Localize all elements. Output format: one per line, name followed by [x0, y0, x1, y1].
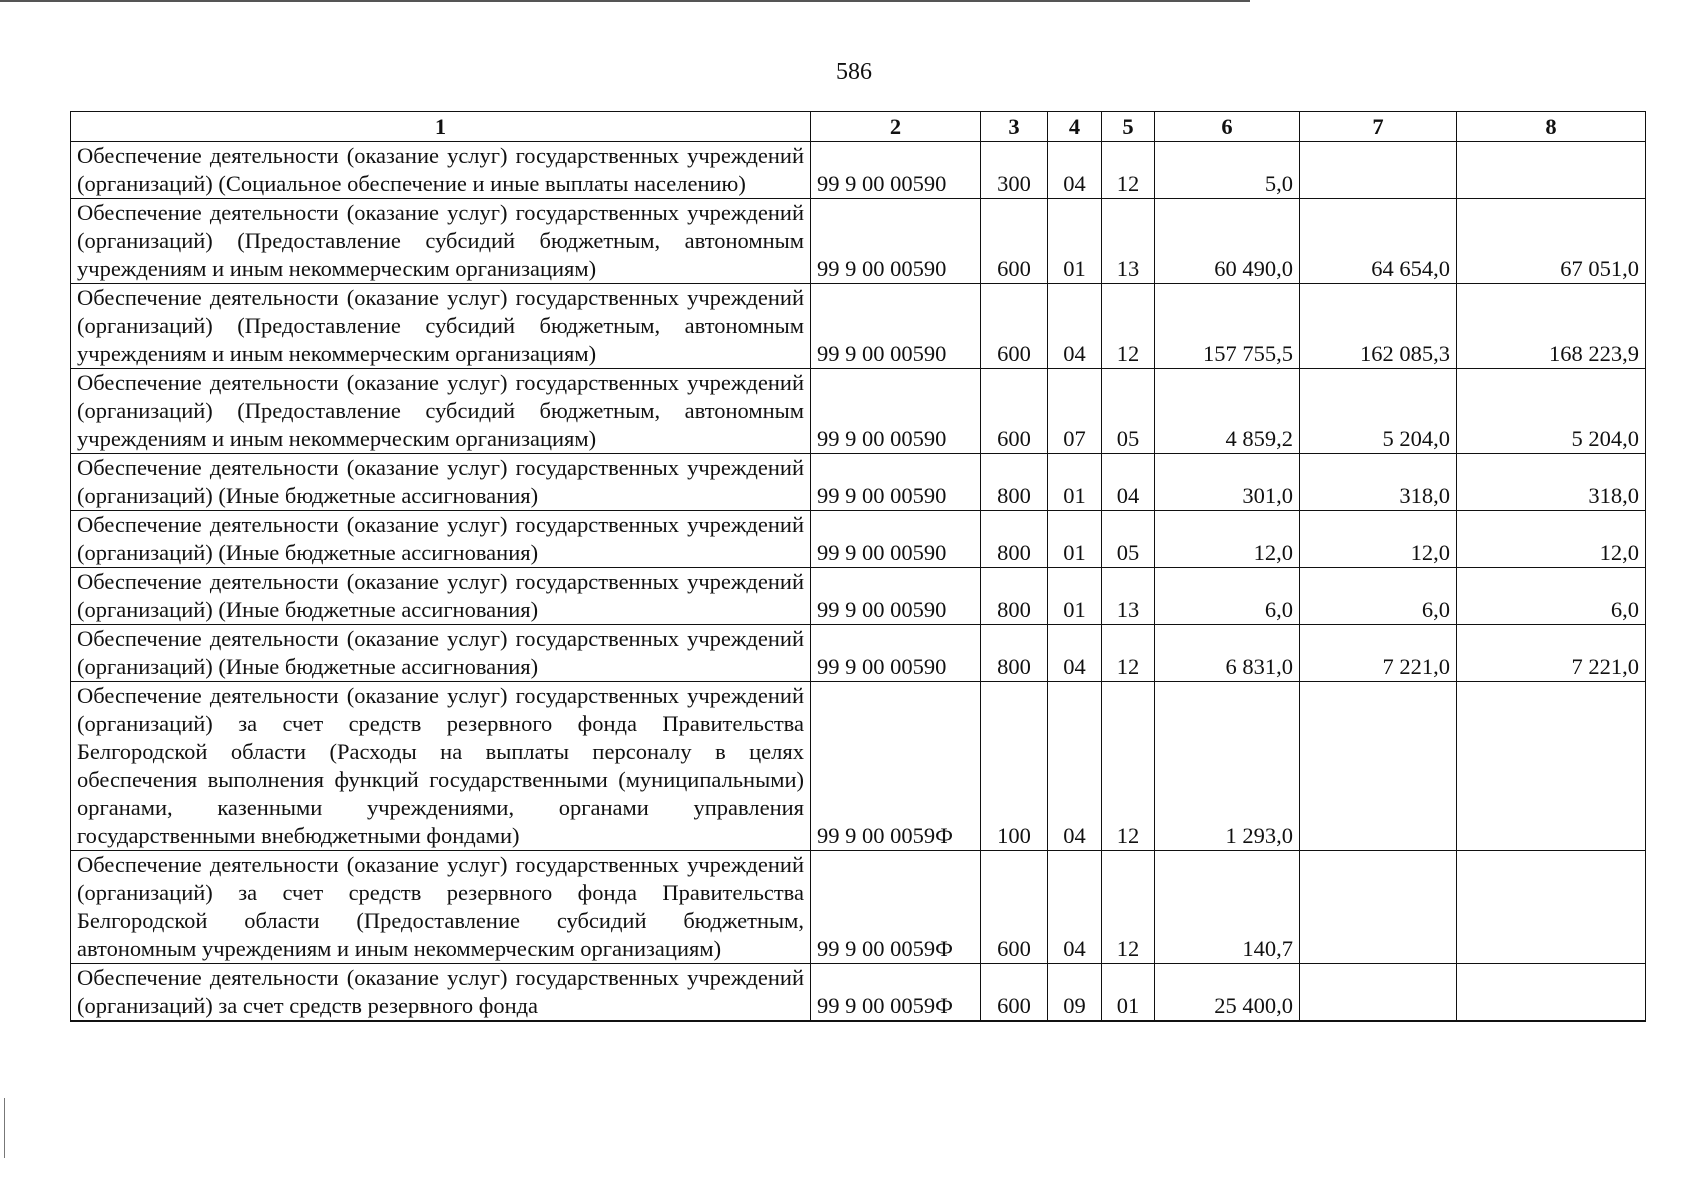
- page-number: 586: [836, 59, 872, 85]
- scan-margin-mark: [4, 1098, 5, 1158]
- table-row: [71, 199, 1646, 284]
- row-code: 99 9 00 00590: [811, 511, 981, 568]
- row-col8: [1457, 964, 1646, 1022]
- row-col8: 12,0: [1457, 511, 1646, 568]
- row-col8: [1457, 682, 1646, 851]
- budget-table: [70, 111, 1646, 1022]
- row-col5: 12: [1102, 851, 1155, 964]
- row-col3: 800: [981, 625, 1048, 682]
- column-header-3: 3: [981, 112, 1048, 142]
- row-col7: [1300, 851, 1457, 964]
- column-header-7: 7: [1300, 112, 1457, 142]
- row-col4: 09: [1048, 964, 1102, 1022]
- row-code: 99 9 00 0059Ф: [811, 682, 981, 851]
- row-col5: 12: [1102, 682, 1155, 851]
- row-col6: 4 859,2: [1155, 369, 1300, 454]
- table-row: [71, 454, 1646, 511]
- row-col4: 04: [1048, 284, 1102, 369]
- row-code: 99 9 00 00590: [811, 369, 981, 454]
- row-col8: 7 221,0: [1457, 625, 1646, 682]
- row-col6: 60 490,0: [1155, 199, 1300, 284]
- column-header-5: 5: [1102, 112, 1155, 142]
- row-col7: [1300, 682, 1457, 851]
- budget-table-container: [70, 111, 1645, 1022]
- row-col6: 157 755,5: [1155, 284, 1300, 369]
- row-col8: 6,0: [1457, 568, 1646, 625]
- row-col3: 800: [981, 511, 1048, 568]
- row-col3: 100: [981, 682, 1048, 851]
- row-code: 99 9 00 0059Ф: [811, 964, 981, 1022]
- row-col5: 05: [1102, 369, 1155, 454]
- row-description: Обеспечение деятельности (оказание услуг) государственных учреждений (организаций) за счет средств резервного фонда Правительства Белгородской области (Расходы на выплаты персоналу в целях обеспечения выполнения функций государственными (муниципальными) органами, казенными учреждениями, органами управления государственными внебюджетными фондами): [71, 682, 811, 851]
- row-code: 99 9 00 00590: [811, 199, 981, 284]
- row-col3: 600: [981, 199, 1048, 284]
- table-row: [71, 369, 1646, 454]
- row-col4: 04: [1048, 625, 1102, 682]
- row-col5: 12: [1102, 284, 1155, 369]
- row-col4: 01: [1048, 511, 1102, 568]
- row-col7: 12,0: [1300, 511, 1457, 568]
- row-col6: 6,0: [1155, 568, 1300, 625]
- row-code: 99 9 00 00590: [811, 568, 981, 625]
- row-col6: 140,7: [1155, 851, 1300, 964]
- row-col3: 600: [981, 851, 1048, 964]
- column-header-1: 1: [71, 112, 811, 142]
- table-row: [71, 284, 1646, 369]
- row-description: Обеспечение деятельности (оказание услуг) государственных учреждений (организаций) (Иные бюджетные ассигнования): [71, 625, 811, 682]
- table-row: [71, 851, 1646, 964]
- column-header-4: 4: [1048, 112, 1102, 142]
- row-description: Обеспечение деятельности (оказание услуг) государственных учреждений (организаций) (Иные бюджетные ассигнования): [71, 568, 811, 625]
- row-col4: 04: [1048, 851, 1102, 964]
- row-col7: 6,0: [1300, 568, 1457, 625]
- row-col5: 13: [1102, 199, 1155, 284]
- row-col3: 800: [981, 454, 1048, 511]
- row-code: 99 9 00 00590: [811, 454, 981, 511]
- table-row: [71, 964, 1646, 1022]
- row-col7: [1300, 142, 1457, 199]
- row-col3: 600: [981, 369, 1048, 454]
- row-col6: 1 293,0: [1155, 682, 1300, 851]
- header-row: [71, 112, 1646, 142]
- row-col7: 162 085,3: [1300, 284, 1457, 369]
- row-code: 99 9 00 00590: [811, 284, 981, 369]
- row-col8: 5 204,0: [1457, 369, 1646, 454]
- column-header-6: 6: [1155, 112, 1300, 142]
- row-col3: 600: [981, 964, 1048, 1022]
- row-description: Обеспечение деятельности (оказание услуг) государственных учреждений (организаций) (Социальное обеспечение и иные выплаты населению): [71, 142, 811, 199]
- row-code: 99 9 00 0059Ф: [811, 851, 981, 964]
- table-row: [71, 625, 1646, 682]
- row-col4: 01: [1048, 199, 1102, 284]
- row-col6: 5,0: [1155, 142, 1300, 199]
- row-col7: 318,0: [1300, 454, 1457, 511]
- row-col8: 318,0: [1457, 454, 1646, 511]
- row-col3: 600: [981, 284, 1048, 369]
- scan-top-rule: [0, 0, 1250, 2]
- table-row: [71, 568, 1646, 625]
- row-col7: [1300, 964, 1457, 1022]
- row-col8: [1457, 851, 1646, 964]
- row-description: Обеспечение деятельности (оказание услуг) государственных учреждений (организаций) за счет средств резервного фонда Правительства Белгородской области (Предоставление субсидий бюджетным, автономным учреждениям и иным некоммерческим организациям): [71, 851, 811, 964]
- row-col7: 64 654,0: [1300, 199, 1457, 284]
- row-col6: 6 831,0: [1155, 625, 1300, 682]
- row-col8: [1457, 142, 1646, 199]
- row-col5: 13: [1102, 568, 1155, 625]
- row-col7: 5 204,0: [1300, 369, 1457, 454]
- row-col5: 04: [1102, 454, 1155, 511]
- row-code: 99 9 00 00590: [811, 142, 981, 199]
- row-col4: 04: [1048, 682, 1102, 851]
- row-col5: 12: [1102, 142, 1155, 199]
- row-col5: 01: [1102, 964, 1155, 1022]
- row-col8: 67 051,0: [1457, 199, 1646, 284]
- row-col4: 07: [1048, 369, 1102, 454]
- row-description: Обеспечение деятельности (оказание услуг) государственных учреждений (организаций) (Предоставление субсидий бюджетным, автономным учреждениям и иным некоммерческим организациям): [71, 199, 811, 284]
- row-col6: 25 400,0: [1155, 964, 1300, 1022]
- row-code: 99 9 00 00590: [811, 625, 981, 682]
- column-header-8: 8: [1457, 112, 1646, 142]
- row-col4: 01: [1048, 454, 1102, 511]
- column-header-2: 2: [811, 112, 981, 142]
- row-col6: 301,0: [1155, 454, 1300, 511]
- row-col3: 300: [981, 142, 1048, 199]
- row-col6: 12,0: [1155, 511, 1300, 568]
- table-row: [71, 142, 1646, 199]
- row-description: Обеспечение деятельности (оказание услуг) государственных учреждений (организаций) за счет средств резервного фонда: [71, 964, 811, 1022]
- row-description: Обеспечение деятельности (оказание услуг) государственных учреждений (организаций) (Предоставление субсидий бюджетным, автономным учреждениям и иным некоммерческим организациям): [71, 369, 811, 454]
- row-col7: 7 221,0: [1300, 625, 1457, 682]
- table-row: [71, 511, 1646, 568]
- row-col5: 05: [1102, 511, 1155, 568]
- table-row: [71, 682, 1646, 851]
- row-description: Обеспечение деятельности (оказание услуг) государственных учреждений (организаций) (Иные бюджетные ассигнования): [71, 511, 811, 568]
- row-description: Обеспечение деятельности (оказание услуг) государственных учреждений (организаций) (Иные бюджетные ассигнования): [71, 454, 811, 511]
- row-col4: 04: [1048, 142, 1102, 199]
- row-col4: 01: [1048, 568, 1102, 625]
- row-col3: 800: [981, 568, 1048, 625]
- row-description: Обеспечение деятельности (оказание услуг) государственных учреждений (организаций) (Предоставление субсидий бюджетным, автономным учреждениям и иным некоммерческим организациям): [71, 284, 811, 369]
- row-col8: 168 223,9: [1457, 284, 1646, 369]
- row-col5: 12: [1102, 625, 1155, 682]
